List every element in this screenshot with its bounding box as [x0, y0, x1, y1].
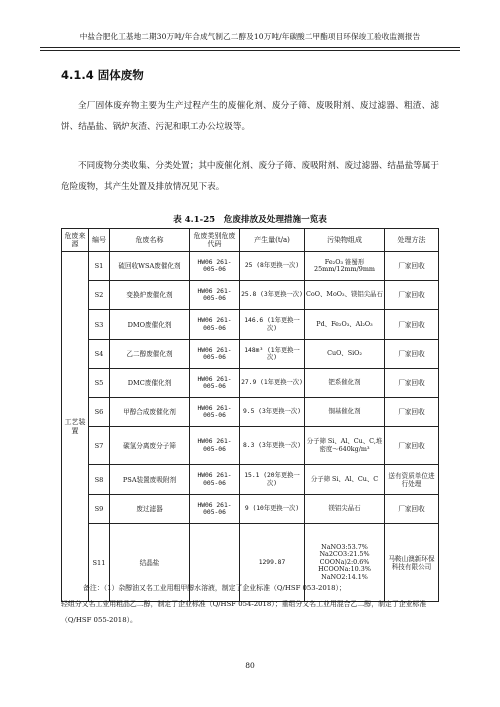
waste-method: 厂家回收 [385, 427, 439, 465]
waste-composition: 铜基催化剂 [305, 398, 385, 427]
waste-name: 甲醇合成废催化剂 [110, 398, 190, 427]
waste-composition: NaNO3:53.7% Na2CO3:21.5% COONa)2:0.6% HCOONa:10.3% NaNO2:14.1% [305, 524, 385, 602]
row-number: S9 [89, 495, 110, 524]
waste-amount: 25.8 (3年更换一次) [240, 281, 305, 310]
hazardous-waste-table [61, 228, 439, 602]
page-number: 80 [245, 661, 255, 670]
table-note-line-2: 轻组分又名工业用粗品乙二醇，制定了企业标准（Q/HSF 054-2018）；重组分又名工业用混合乙二醇，制定了企业标准（Q/HSF 055-2018）。 [61, 600, 427, 624]
waste-code: HW06 261-005-06 [190, 427, 240, 465]
row-number: S5 [89, 369, 110, 398]
row-number: S4 [89, 340, 110, 369]
waste-method: 厂家回收 [385, 340, 439, 369]
table-row [62, 465, 439, 495]
waste-composition: 分子筛 Si、Al、Cu、C,堆密度～640kg/m³ [305, 427, 385, 465]
row-number: S6 [89, 398, 110, 427]
waste-code: HW06 261-005-06 [190, 340, 240, 369]
waste-code: HW06 261-005-06 [190, 369, 240, 398]
waste-method: 送有资质单位进行处理 [385, 465, 439, 495]
paragraph-solid-waste-overview: 全厂固体废弃物主要为生产过程产生的废催化剂、废分子筛、废吸附剂、废过滤器、粗渣、滤饼、结晶盐、锅炉灰渣、污泥和职工办公垃圾等。 [61, 101, 439, 132]
waste-amount: 1299.87 [240, 524, 305, 602]
table-row [62, 310, 439, 340]
row-number: S8 [89, 465, 110, 495]
table-row [62, 252, 439, 281]
waste-name: 变换炉废催化剂 [110, 281, 190, 310]
waste-name: 废过滤器 [110, 495, 190, 524]
waste-name: 乙二醇废催化剂 [110, 340, 190, 369]
waste-composition: 钯系催化剂 [305, 369, 385, 398]
waste-method: 厂家回收 [385, 252, 439, 281]
header-category: 危废类别危废代码 [190, 229, 240, 252]
table-row [62, 340, 439, 369]
table-title: 表 4.1-25 危废排放及处理措施一览表 [173, 215, 327, 225]
waste-amount: 9 (10年更换一次) [240, 495, 305, 524]
waste-method: 厂家回收 [385, 281, 439, 310]
header-rule [40, 50, 460, 51]
row-number: S3 [89, 310, 110, 340]
waste-amount: 9.5 (3年更换一次) [240, 398, 305, 427]
header-amount: 产生量(t/a) [240, 229, 305, 252]
waste-amount: 148m³ (1年更换一次) [240, 340, 305, 369]
waste-composition: 分子筛 Si、Al、Cu、C [305, 465, 385, 495]
waste-code: HW06 261-005-06 [190, 495, 240, 524]
waste-code: HW06 261-005-06 [190, 310, 240, 340]
section-title: 4.1.4 固体废物 [61, 68, 144, 82]
waste-amount: 146.6 (1年更换一次) [240, 310, 305, 340]
waste-composition: Pd、Fe₂O₃、Al₂O₃ [305, 310, 385, 340]
header-name: 危废名称 [110, 229, 190, 252]
waste-amount: 27.9 (1年更换一次) [240, 369, 305, 398]
table-row [62, 495, 439, 524]
waste-code: HW06 261-005-06 [190, 252, 240, 281]
row-number: S7 [89, 427, 110, 465]
waste-code: HW06 261-005-06 [190, 398, 240, 427]
source-cell: 工艺装置 [62, 252, 89, 602]
waste-composition: 镁铝尖晶石 [305, 495, 385, 524]
header-number: 编号 [89, 229, 110, 252]
waste-amount: 25 (8年更换一次) [240, 252, 305, 281]
waste-amount: 8.3 (3年更换一次) [240, 427, 305, 465]
waste-method: 厂家回收 [385, 495, 439, 524]
row-number: S1 [89, 252, 110, 281]
table-row [62, 398, 439, 427]
table-note [61, 580, 439, 628]
waste-composition: Fe₂O₃ 锥蜀形 25mm/12mm/9mm [305, 252, 385, 281]
waste-name: DMC废催化剂 [110, 369, 190, 398]
waste-name: 碳氢分离废分子筛 [110, 427, 190, 465]
waste-method: 厂家回收 [385, 310, 439, 340]
waste-composition: CuO、SiO₂ [305, 340, 385, 369]
waste-method: 马鞍山澳新环保科技有限公司 [385, 524, 439, 602]
waste-name: DMO废催化剂 [110, 310, 190, 340]
waste-name: 硫回收WSA废催化剂 [110, 252, 190, 281]
header-source: 危废来源 [62, 229, 89, 252]
table-row [62, 427, 439, 465]
table-row [62, 369, 439, 398]
table-row [62, 281, 439, 310]
table-note-line-1: 备注：（1）杂醇油又名工业用粗甲醇水溶液，制定了企业标准（Q/HSF 053-2018）； [83, 584, 346, 592]
waste-method: 厂家回收 [385, 369, 439, 398]
waste-code: HW06 261-005-06 [190, 281, 240, 310]
header-method: 处理方法 [385, 229, 439, 252]
header-composition: 污染物组成 [305, 229, 385, 252]
page-header: 中盐合肥化工基地二期30万吨/年合成气制乙二醇及10万吨/年碳酸二甲酯项目环保竣工验收监测报告 [40, 28, 460, 48]
waste-amount: 15.1 (20年更换一次) [240, 465, 305, 495]
waste-name: PSA装置废吸附剂 [110, 465, 190, 495]
paragraph-hazardous-waste-handling: 不同废物分类收集、分类处置；其中废催化剂、废分子筛、废吸附剂、废过滤器、结晶盐等属于危险废物，其产生处置及排放情况见下表。 [61, 161, 439, 192]
waste-name: 结晶盐 [110, 524, 190, 602]
waste-code: HW06 261-005-06 [190, 465, 240, 495]
row-number: S2 [89, 281, 110, 310]
waste-method: 厂家回收 [385, 398, 439, 427]
row-number: S11 [89, 524, 110, 602]
waste-composition: CoO、MoO₃、镁铝尖晶石 [305, 281, 385, 310]
